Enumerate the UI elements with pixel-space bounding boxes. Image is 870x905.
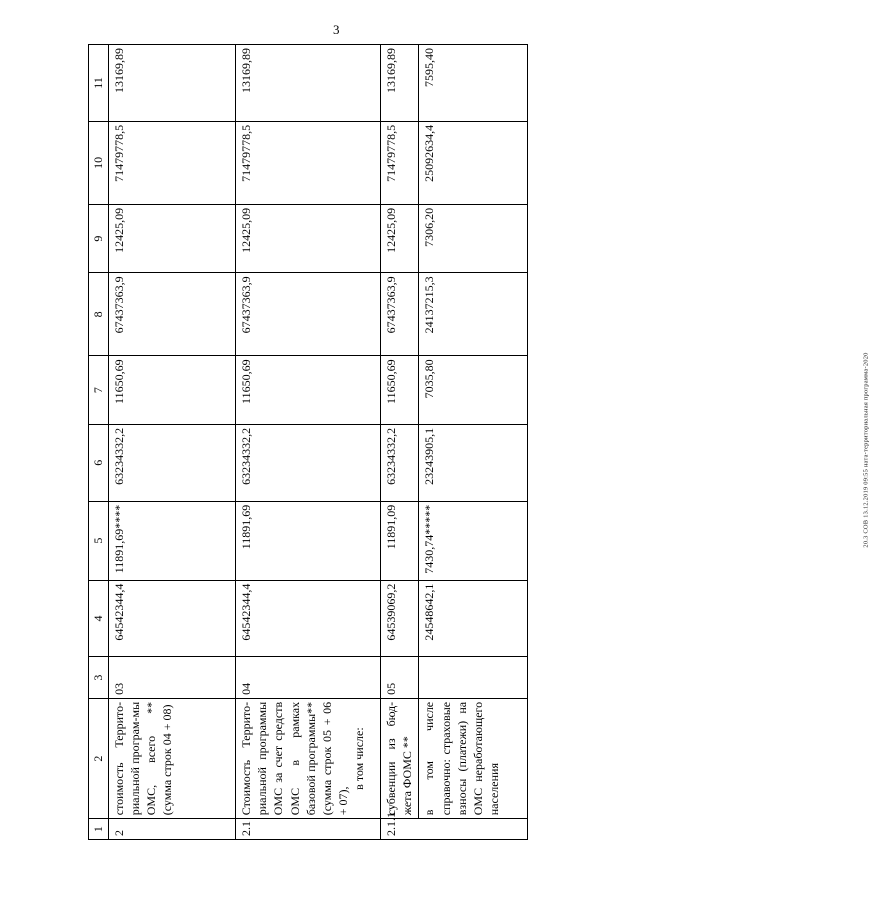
cell-value: 71479778,5 <box>236 121 381 204</box>
header-cell: 6 <box>89 424 109 501</box>
cell-value: 7306,20 <box>419 204 528 272</box>
header-cell: 4 <box>89 580 109 657</box>
row-number: 2.1 <box>236 819 381 840</box>
cell-value: 12425,09 <box>236 204 381 272</box>
row-number: 2.1.1 <box>380 819 419 840</box>
cell-value: 7035,80 <box>419 356 528 424</box>
row-description: субвенции из бюд-жета ФОМС ** <box>380 698 419 818</box>
data-table <box>88 44 528 840</box>
table-row <box>236 45 381 840</box>
row-code: 04 <box>236 657 381 699</box>
header-cell: 10 <box>89 121 109 204</box>
margin-note: 20.3 СОВ 13.12.2019 09:55 ната-территориальная программа-2020 <box>862 352 870 548</box>
cell-value: 71479778,5 <box>380 121 419 204</box>
row-description-tail: в том числе: <box>352 727 367 790</box>
row-number: 2 <box>108 819 235 840</box>
cell-value: 11891,69 <box>236 501 381 580</box>
cell-value: 71479778,5 <box>108 121 235 204</box>
cell-value: 13169,89 <box>108 45 235 122</box>
rotated-table-wrapper <box>88 44 528 840</box>
cell-value: 63234332,2 <box>108 424 235 501</box>
cell-value: 64539069,2 <box>380 580 419 657</box>
header-cell: 5 <box>89 501 109 580</box>
cell-value: 67437363,9 <box>380 273 419 356</box>
table-row <box>419 45 528 840</box>
cell-value: 64542344,4 <box>236 580 381 657</box>
cell-value: 11891,09 <box>380 501 419 580</box>
row-number <box>419 819 528 840</box>
cell-value: 64542344,4 <box>108 580 235 657</box>
row-code: 03 <box>108 657 235 699</box>
header-cell: 3 <box>89 657 109 699</box>
page-number: 3 <box>333 22 340 37</box>
header-row <box>89 45 109 840</box>
table-row <box>380 45 419 840</box>
row-description <box>236 698 381 818</box>
header-cell: 9 <box>89 204 109 272</box>
row-code: 05 <box>380 657 419 699</box>
row-description: стоимость Террито-риальной програм-мы ОМС, всего ** (сумма строк 04 + 08) <box>108 698 235 818</box>
header-cell: 8 <box>89 273 109 356</box>
cell-value: 24548642,1 <box>419 580 528 657</box>
row-description: в том числе справочно: страховые взносы (платежи) на ОМС неработающего населения <box>419 698 528 818</box>
cell-value: 12425,09 <box>108 204 235 272</box>
cell-value: 11650,69 <box>380 356 419 424</box>
cell-value: 24137215,3 <box>419 273 528 356</box>
row-code <box>419 657 528 699</box>
cell-value: 11650,69 <box>108 356 235 424</box>
header-cell: 11 <box>89 45 109 122</box>
header-cell: 1 <box>89 819 109 840</box>
cell-value: 7595,40 <box>419 45 528 122</box>
header-cell: 7 <box>89 356 109 424</box>
cell-value: 13169,89 <box>380 45 419 122</box>
cell-value: 63234332,2 <box>380 424 419 501</box>
header-cell: 2 <box>89 698 109 818</box>
cell-value: 12425,09 <box>380 204 419 272</box>
table-row <box>108 45 235 840</box>
cell-value: 63234332,2 <box>236 424 381 501</box>
row-description-text: Стоимость Террито-риальной программы ОМС за счет средств ОМС в рамках базовой программы** (сумма строк 05 + 06 + 07), <box>239 701 351 816</box>
cell-value: 11650,69 <box>236 356 381 424</box>
cell-value: 67437363,9 <box>108 273 235 356</box>
cell-value: 7430,74***** <box>419 501 528 580</box>
cell-value: 25092634,4 <box>419 121 528 204</box>
cell-value: 13169,89 <box>236 45 381 122</box>
cell-value: 11891,69**** <box>108 501 235 580</box>
cell-value: 23243905,1 <box>419 424 528 501</box>
cell-value: 67437363,9 <box>236 273 381 356</box>
